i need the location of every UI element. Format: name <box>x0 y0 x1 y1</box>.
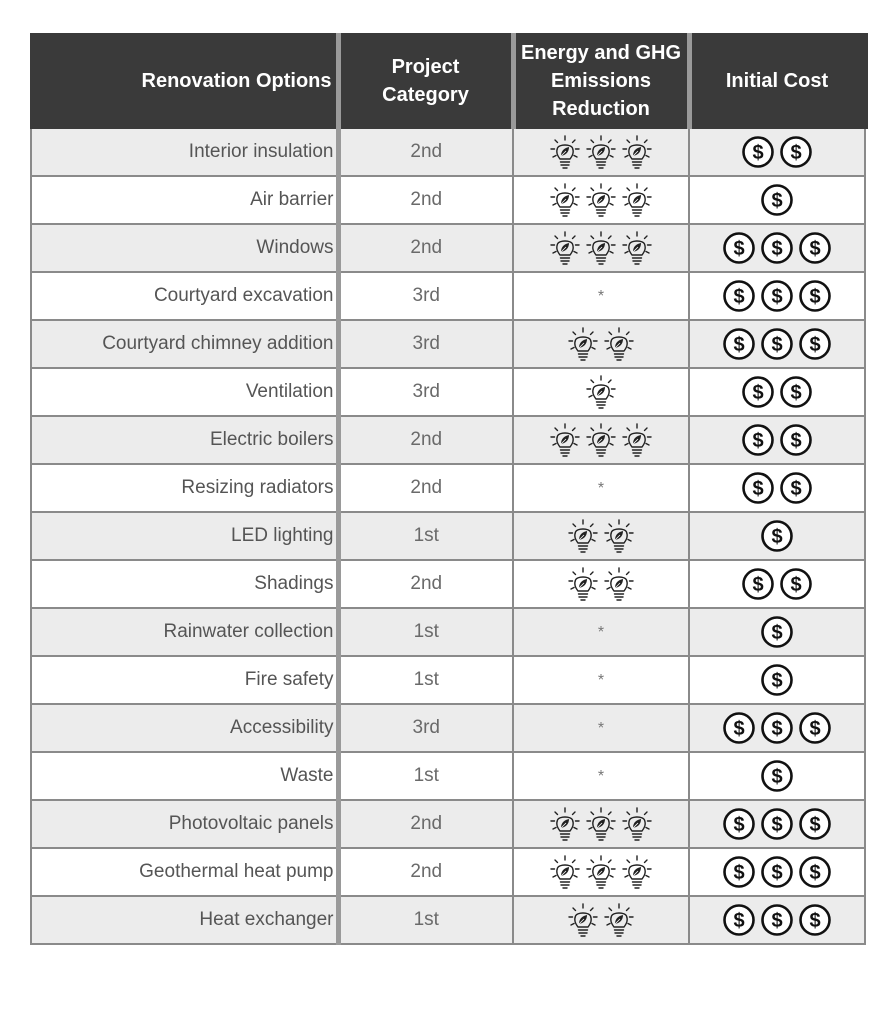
initial-cost-cell <box>689 512 865 560</box>
project-category-cell: 2nd <box>338 848 513 896</box>
dollar-coin-icon <box>758 909 796 930</box>
initial-cost-cell <box>689 656 865 704</box>
energy-reduction-cell <box>513 512 689 560</box>
svg-text:$: $ <box>752 574 764 596</box>
svg-text:$: $ <box>771 814 783 836</box>
initial-cost-cell <box>689 560 865 608</box>
dollar-coin-icon <box>758 525 796 546</box>
table-body <box>31 128 865 944</box>
project-category-cell: 2nd <box>338 560 513 608</box>
dollar-coin-icon <box>777 573 815 594</box>
table-row-14 <box>31 752 865 800</box>
project-category-cell: 2nd <box>338 128 513 176</box>
dollar-coin-icon <box>739 573 777 594</box>
project-category-cell: 2nd <box>338 224 513 272</box>
svg-text:$: $ <box>733 334 745 356</box>
energy-reduction-cell <box>513 416 689 464</box>
table-row-17 <box>31 896 865 944</box>
no-reduction-mark: * <box>597 480 605 497</box>
svg-text:$: $ <box>771 670 783 692</box>
dollar-coin-icon <box>720 861 758 882</box>
energy-reduction-cell <box>513 224 689 272</box>
dollar-coin-icon <box>777 141 815 162</box>
renovation-option-cell: Rainwater collection <box>31 608 338 656</box>
table-row-5 <box>31 320 865 368</box>
initial-cost-cell <box>689 608 865 656</box>
header-project-category-text: Project Category <box>382 56 469 106</box>
dollar-coin-icon <box>720 909 758 930</box>
renovation-option-cell: Resizing radiators <box>31 464 338 512</box>
svg-text:$: $ <box>771 910 783 932</box>
initial-cost-cell <box>689 368 865 416</box>
lightbulb-leaf-icon <box>619 861 655 882</box>
energy-reduction-cell <box>513 560 689 608</box>
no-reduction-mark: * <box>597 768 605 785</box>
lightbulb-leaf-icon <box>565 333 601 354</box>
svg-text:$: $ <box>809 334 821 356</box>
initial-cost-cell <box>689 896 865 944</box>
table-row-3 <box>31 224 865 272</box>
svg-text:$: $ <box>809 910 821 932</box>
renovation-option-cell: Courtyard excavation <box>31 272 338 320</box>
dollar-coin-icon <box>720 237 758 258</box>
energy-reduction-cell <box>513 464 689 512</box>
lightbulb-leaf-icon <box>601 333 637 354</box>
dollar-coin-icon <box>796 861 834 882</box>
renovation-option-cell: Fire safety <box>31 656 338 704</box>
energy-reduction-cell <box>513 368 689 416</box>
lightbulb-leaf-icon <box>583 861 619 882</box>
dollar-coin-icon <box>720 333 758 354</box>
lightbulb-leaf-icon <box>619 237 655 258</box>
initial-cost-cell <box>689 176 865 224</box>
dollar-coin-icon <box>720 813 758 834</box>
svg-text:$: $ <box>809 814 821 836</box>
energy-reduction-cell <box>513 176 689 224</box>
lightbulb-leaf-icon <box>583 141 619 162</box>
project-category-cell: 2nd <box>338 464 513 512</box>
dollar-coin-icon <box>739 477 777 498</box>
svg-text:$: $ <box>790 382 802 404</box>
renovation-option-cell: Photovoltaic panels <box>31 800 338 848</box>
svg-text:$: $ <box>809 862 821 884</box>
lightbulb-leaf-icon <box>547 861 583 882</box>
renovation-options-table <box>30 33 868 945</box>
dollar-coin-icon <box>796 813 834 834</box>
svg-text:$: $ <box>733 910 745 932</box>
energy-reduction-cell <box>513 800 689 848</box>
initial-cost-cell <box>689 272 865 320</box>
renovation-option-cell: Waste <box>31 752 338 800</box>
energy-reduction-cell <box>513 128 689 176</box>
table-row-11 <box>31 608 865 656</box>
dollar-coin-icon <box>758 861 796 882</box>
svg-text:$: $ <box>752 430 764 452</box>
svg-text:$: $ <box>771 286 783 308</box>
lightbulb-leaf-icon <box>583 237 619 258</box>
table-row-4 <box>31 272 865 320</box>
svg-text:$: $ <box>733 238 745 260</box>
project-category-cell: 1st <box>338 608 513 656</box>
dollar-coin-icon <box>720 285 758 306</box>
table-row-12 <box>31 656 865 704</box>
table-row-2 <box>31 176 865 224</box>
project-category-cell: 1st <box>338 752 513 800</box>
svg-text:$: $ <box>790 430 802 452</box>
energy-reduction-cell <box>513 272 689 320</box>
energy-reduction-cell <box>513 896 689 944</box>
renovation-option-cell: Accessibility <box>31 704 338 752</box>
header-project-category <box>338 34 513 128</box>
renovation-option-cell: Shadings <box>31 560 338 608</box>
dollar-coin-icon <box>777 429 815 450</box>
renovation-option-cell: Interior insulation <box>31 128 338 176</box>
svg-text:$: $ <box>752 478 764 500</box>
svg-text:$: $ <box>790 574 802 596</box>
no-reduction-mark: * <box>597 624 605 641</box>
initial-cost-cell <box>689 320 865 368</box>
svg-text:$: $ <box>771 190 783 212</box>
svg-text:$: $ <box>809 718 821 740</box>
lightbulb-leaf-icon <box>565 525 601 546</box>
svg-text:$: $ <box>771 766 783 788</box>
energy-reduction-cell <box>513 704 689 752</box>
dollar-coin-icon <box>758 333 796 354</box>
lightbulb-leaf-icon <box>565 909 601 930</box>
dollar-coin-icon <box>777 381 815 402</box>
no-reduction-mark: * <box>597 288 605 305</box>
renovation-option-cell: Windows <box>31 224 338 272</box>
lightbulb-leaf-icon <box>601 525 637 546</box>
project-category-cell: 2nd <box>338 416 513 464</box>
initial-cost-cell <box>689 800 865 848</box>
svg-text:$: $ <box>790 478 802 500</box>
dollar-coin-icon <box>796 237 834 258</box>
energy-reduction-cell <box>513 608 689 656</box>
dollar-coin-icon <box>758 765 796 786</box>
initial-cost-cell <box>689 704 865 752</box>
no-reduction-mark: * <box>597 672 605 689</box>
table-row-15 <box>31 800 865 848</box>
dollar-coin-icon <box>739 381 777 402</box>
no-reduction-mark: * <box>597 720 605 737</box>
lightbulb-leaf-icon <box>547 429 583 450</box>
lightbulb-leaf-icon <box>583 813 619 834</box>
project-category-cell: 1st <box>338 896 513 944</box>
energy-reduction-cell <box>513 752 689 800</box>
header-row <box>31 34 865 128</box>
svg-text:$: $ <box>752 142 764 164</box>
initial-cost-cell <box>689 128 865 176</box>
svg-text:$: $ <box>771 862 783 884</box>
lightbulb-leaf-icon <box>619 813 655 834</box>
svg-text:$: $ <box>809 286 821 308</box>
dollar-coin-icon <box>758 237 796 258</box>
renovation-option-cell: Ventilation <box>31 368 338 416</box>
table-row-10 <box>31 560 865 608</box>
header-renovation-options: Renovation Options <box>31 34 338 128</box>
svg-text:$: $ <box>771 526 783 548</box>
initial-cost-cell <box>689 752 865 800</box>
project-category-cell: 2nd <box>338 800 513 848</box>
dollar-coin-icon <box>758 813 796 834</box>
renovation-option-cell: Geothermal heat pump <box>31 848 338 896</box>
dollar-coin-icon <box>796 909 834 930</box>
project-category-cell: 1st <box>338 512 513 560</box>
lightbulb-leaf-icon <box>601 573 637 594</box>
svg-text:$: $ <box>733 814 745 836</box>
lightbulb-leaf-icon <box>565 573 601 594</box>
svg-text:$: $ <box>733 286 745 308</box>
project-category-cell: 3rd <box>338 320 513 368</box>
dollar-coin-icon <box>796 717 834 738</box>
header-initial-cost: Initial Cost <box>689 34 865 128</box>
dollar-coin-icon <box>796 285 834 306</box>
lightbulb-leaf-icon <box>547 189 583 210</box>
lightbulb-leaf-icon <box>619 141 655 162</box>
project-category-cell: 2nd <box>338 176 513 224</box>
table-row-7 <box>31 416 865 464</box>
energy-reduction-cell <box>513 320 689 368</box>
initial-cost-cell <box>689 224 865 272</box>
initial-cost-cell <box>689 416 865 464</box>
renovation-option-cell: Electric boilers <box>31 416 338 464</box>
svg-text:$: $ <box>733 862 745 884</box>
dollar-coin-icon <box>777 477 815 498</box>
dollar-coin-icon <box>758 717 796 738</box>
renovation-option-cell: Heat exchanger <box>31 896 338 944</box>
svg-text:$: $ <box>790 142 802 164</box>
project-category-cell: 3rd <box>338 704 513 752</box>
lightbulb-leaf-icon <box>583 429 619 450</box>
lightbulb-leaf-icon <box>547 813 583 834</box>
lightbulb-leaf-icon <box>601 909 637 930</box>
svg-text:$: $ <box>771 622 783 644</box>
dollar-coin-icon <box>758 285 796 306</box>
table-row-9 <box>31 512 865 560</box>
dollar-coin-icon <box>758 621 796 642</box>
table-row-8 <box>31 464 865 512</box>
table-row-13 <box>31 704 865 752</box>
table-row-6 <box>31 368 865 416</box>
renovation-option-cell: Air barrier <box>31 176 338 224</box>
project-category-cell: 1st <box>338 656 513 704</box>
dollar-coin-icon <box>720 717 758 738</box>
project-category-cell: 3rd <box>338 368 513 416</box>
dollar-coin-icon <box>796 333 834 354</box>
svg-text:$: $ <box>771 238 783 260</box>
initial-cost-cell <box>689 464 865 512</box>
dollar-coin-icon <box>739 429 777 450</box>
svg-text:$: $ <box>809 238 821 260</box>
dollar-coin-icon <box>739 141 777 162</box>
svg-text:$: $ <box>771 334 783 356</box>
svg-text:$: $ <box>752 382 764 404</box>
table-row-16 <box>31 848 865 896</box>
renovation-option-cell: Courtyard chimney addition <box>31 320 338 368</box>
project-category-cell: 3rd <box>338 272 513 320</box>
renovation-option-cell: LED lighting <box>31 512 338 560</box>
lightbulb-leaf-icon <box>547 237 583 258</box>
lightbulb-leaf-icon <box>619 429 655 450</box>
energy-reduction-cell <box>513 848 689 896</box>
dollar-coin-icon <box>758 189 796 210</box>
header-energy-ghg-reduction: Energy and GHG Emissions Reduction <box>513 34 689 128</box>
lightbulb-leaf-icon <box>547 141 583 162</box>
lightbulb-leaf-icon <box>619 189 655 210</box>
initial-cost-cell <box>689 848 865 896</box>
dollar-coin-icon <box>758 669 796 690</box>
energy-reduction-cell <box>513 656 689 704</box>
svg-text:$: $ <box>733 718 745 740</box>
lightbulb-leaf-icon <box>583 189 619 210</box>
svg-text:$: $ <box>771 718 783 740</box>
table-row-1 <box>31 128 865 176</box>
lightbulb-leaf-icon <box>583 381 619 402</box>
